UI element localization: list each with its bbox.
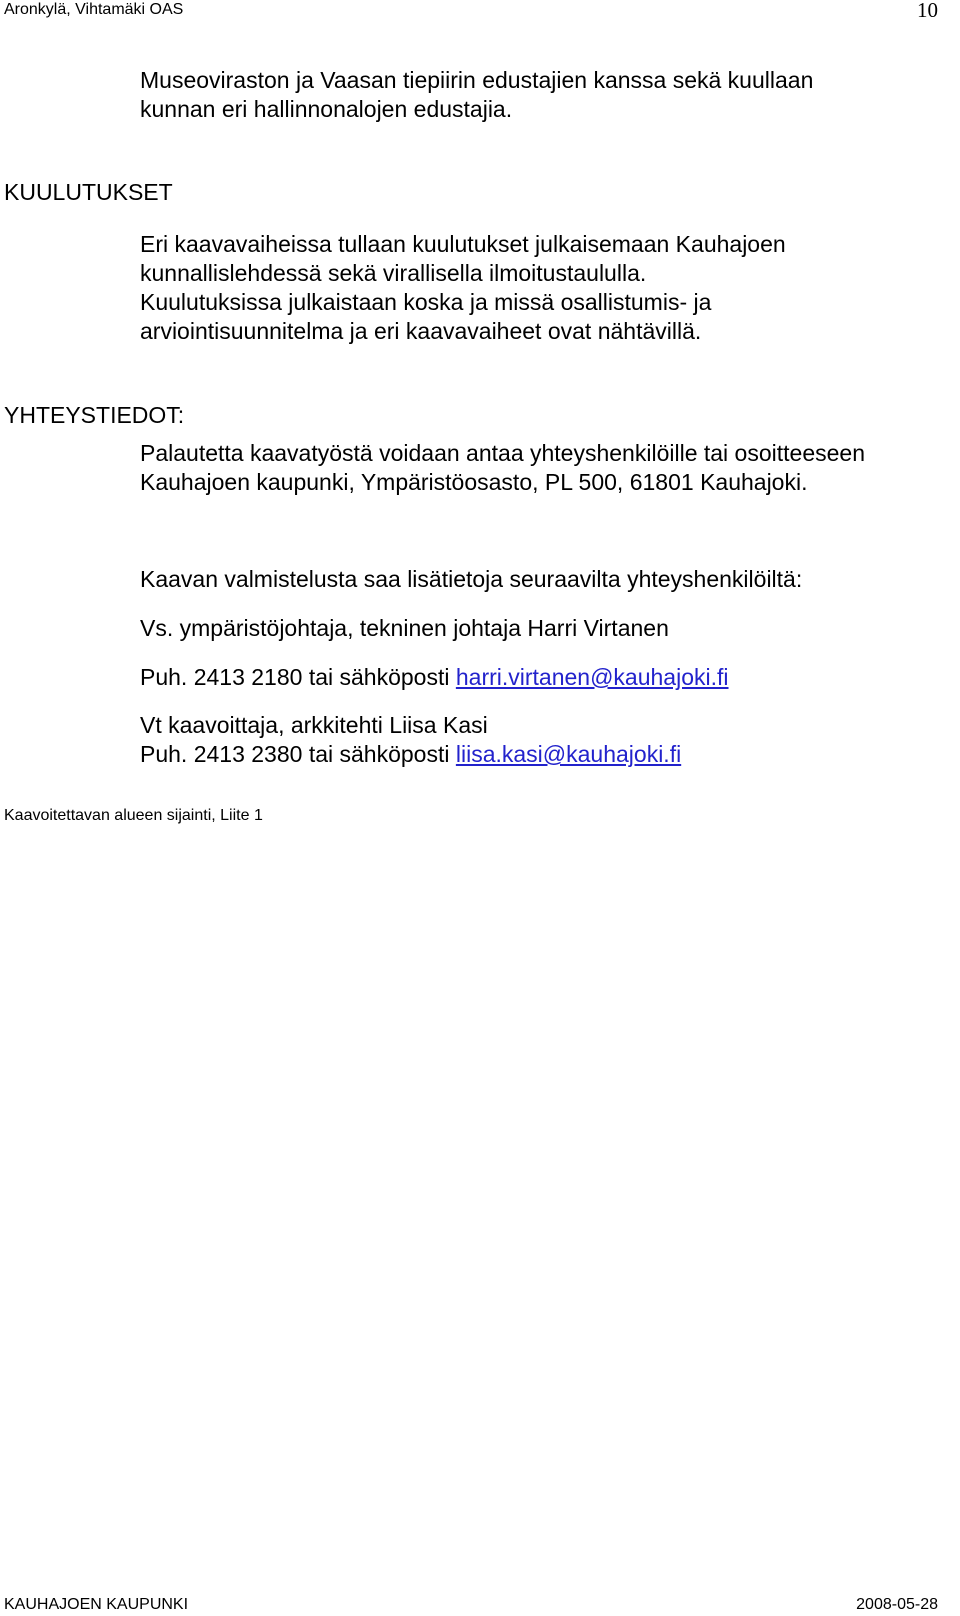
contact-2-title: Vt kaavoittaja, arkkitehti Liisa Kasi xyxy=(140,712,488,738)
kuulutukset-line-2: kunnallislehdessä sekä virallisella ilmoitustaululla. xyxy=(140,260,647,286)
contact-2-phone: Puh. 2413 2380 tai sähköposti xyxy=(140,741,456,767)
intro-line-1: Museoviraston ja Vaasan tiepiirin edustajien kanssa sekä kuullaan xyxy=(140,67,814,93)
yhteystiedot-line-2: Kauhajoen kaupunki, Ympäristöosasto, PL 500, 61801 Kauhajoki. xyxy=(140,469,808,495)
section-heading-kuulutukset: KUULUTUKSET xyxy=(4,179,173,205)
contact-1-phone: Puh. 2413 2180 tai sähköposti xyxy=(140,664,456,690)
contact-2-phone-line xyxy=(140,740,681,769)
info-intro: Kaavan valmistelusta saa lisätietoja seuraavilta yhteyshenkilöiltä: xyxy=(140,566,803,592)
section-heading-yhteystiedot: YHTEYSTIEDOT: xyxy=(4,402,185,428)
kuulutukset-line-1: Eri kaavavaiheissa tullaan kuulutukset julkaisemaan Kauhajoen xyxy=(140,231,786,257)
page-number: 10 xyxy=(917,0,938,22)
kuulutukset-line-3: Kuulutuksissa julkaistaan koska ja missä osallistumis- ja xyxy=(140,289,712,315)
figure-caption: Kaavoitettavan alueen sijainti, Liite 1 xyxy=(4,807,263,824)
contact-1-title: Vs. ympäristöjohtaja, tekninen johtaja Harri Virtanen xyxy=(140,615,669,641)
footer-organization: KAUHAJOEN KAUPUNKI xyxy=(4,1596,189,1613)
contact-2-email-link[interactable]: liisa.kasi@kauhajoki.fi xyxy=(455,741,682,767)
yhteystiedot-line-1: Palautetta kaavatyöstä voidaan antaa yhteyshenkilöille tai osoitteeseen xyxy=(140,440,865,466)
footer-date: 2008-05-28 xyxy=(856,1596,938,1613)
header-title: Aronkylä, Vihtamäki OAS xyxy=(4,1,184,18)
kuulutukset-line-4: arviointisuunnitelma ja eri kaavavaiheet ovat nähtävillä. xyxy=(140,318,702,344)
contact-1-email-link[interactable]: harri.virtanen@kauhajoki.fi xyxy=(455,664,729,690)
contact-1-phone-line xyxy=(140,663,729,692)
intro-line-2: kunnan eri hallinnonalojen edustajia. xyxy=(140,96,513,122)
